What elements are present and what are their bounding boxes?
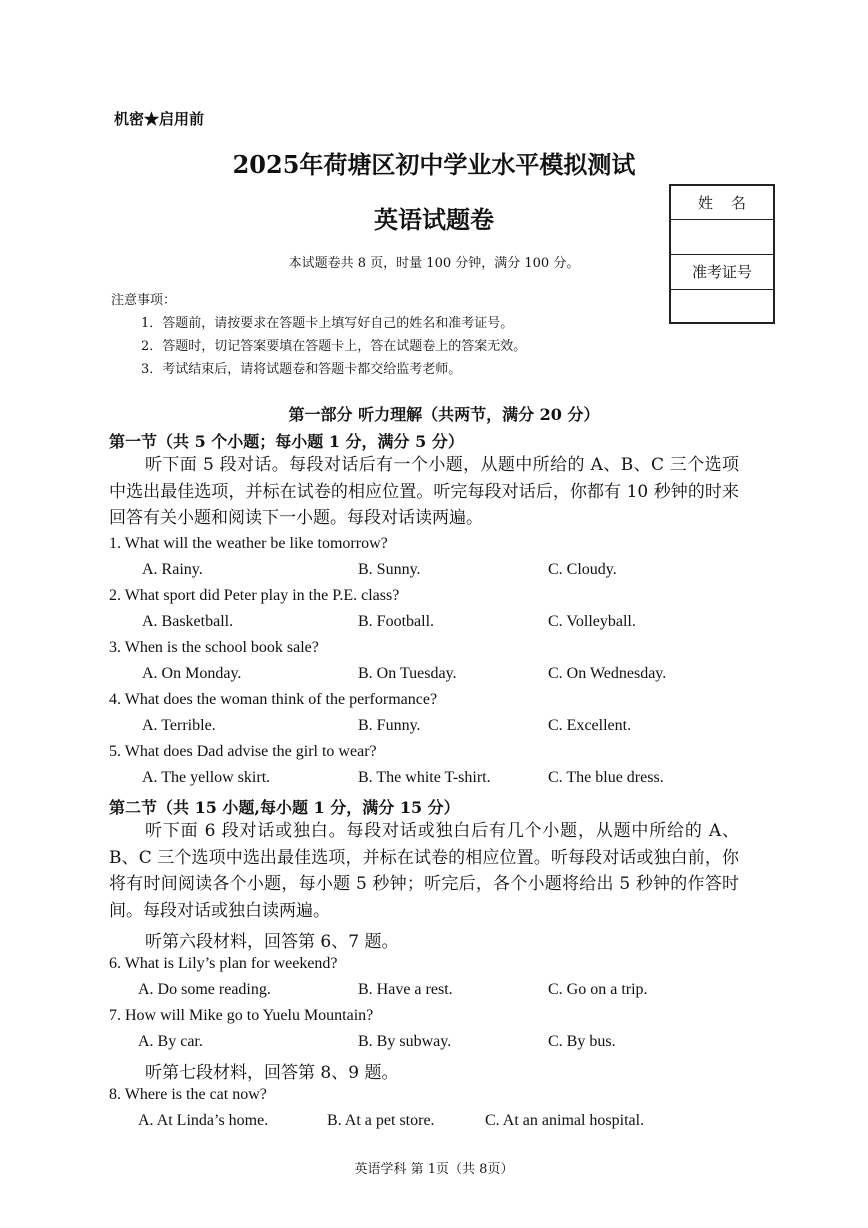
option-b: B. Funny.: [358, 717, 421, 734]
option-c: C. The blue dress.: [548, 769, 664, 786]
confidential-label: 机密★启用前: [114, 110, 205, 128]
option-a: A. The yellow skirt.: [142, 769, 271, 786]
section2-heading: 第二节（共 15 小题,每小题 1 分，满分 15 分）: [109, 798, 460, 817]
option-b: B. Have a rest.: [358, 981, 453, 998]
exam-subtitle: 英语试题卷: [374, 205, 494, 234]
option-b: B. The white T-shirt.: [358, 769, 491, 786]
option-b: B. Football.: [358, 613, 435, 630]
option-c: C. At an animal hospital.: [485, 1112, 645, 1129]
exam-id-field[interactable]: [671, 290, 773, 324]
option-c: C. By bus.: [548, 1033, 616, 1050]
option-a: A. Do some reading.: [138, 981, 271, 998]
option-a: A. By car.: [138, 1033, 203, 1050]
exam-id-label: 准考证号: [671, 255, 773, 290]
note-item: 1．答题前，请按要求在答题卡上填写好自己的姓名和准考证号。: [141, 316, 514, 331]
option-c: C. Excellent.: [548, 717, 632, 734]
option-c: C. Cloudy.: [548, 561, 617, 578]
question-2: 2. What sport did Peter play in the P.E. class?: [109, 587, 400, 604]
option-a: A. Terrible.: [142, 717, 216, 734]
section1-heading: 第一节（共 5 个小题；每小题 1 分，满分 5 分）: [109, 432, 464, 451]
question-6: 6. What is Lily’s plan for weekend?: [109, 955, 338, 972]
question-7: 7. How will Mike go to Yuelu Mountain?: [109, 1007, 374, 1024]
name-label: 姓名: [671, 186, 773, 220]
option-a: A. Basketball.: [142, 613, 234, 630]
option-b: B. By subway.: [358, 1033, 452, 1050]
student-id-box: [669, 184, 775, 324]
option-a: A. On Monday.: [142, 665, 242, 682]
option-b: B. Sunny.: [358, 561, 421, 578]
question-4: 4. What does the woman think of the performance?: [109, 691, 438, 708]
option-b: B. On Tuesday.: [358, 665, 457, 682]
exam-title: 2025年荷塘区初中学业水平模拟测试: [232, 150, 636, 179]
option-c: C. Volleyball.: [548, 613, 636, 630]
section2-instructions: 听下面 6 段对话或独白。每段对话或独白后有几个小题，从题中所给的 A、B、C 三个选项中选出最佳选项，并标在试卷的相应位置。听每段对话或独白前，你将有时间阅读各个小题，每小题 5 秒钟；听完后，各个小题将给出 5 秒钟的作答时间。每段对话或独白读两遍。: [109, 821, 739, 921]
question-3: 3. When is the school book sale?: [109, 639, 319, 656]
question-8: 8. Where is the cat now?: [109, 1086, 267, 1103]
material-7-note: 听第七段材料，回答第 8、9 题。: [145, 1063, 399, 1083]
question-5: 5. What does Dad advise the girl to wear?: [109, 743, 377, 760]
option-c: C. Go on a trip.: [548, 981, 648, 998]
notes-heading: 注意事项：: [111, 293, 177, 308]
option-c: C. On Wednesday.: [548, 665, 667, 682]
material-6-note: 听第六段材料，回答第 6、7 题。: [145, 932, 399, 952]
note-item: 3．考试结束后，请将试题卷和答题卡都交给监考老师。: [141, 362, 462, 377]
page-footer: 英语学科 第 1页（共 8页）: [354, 1162, 514, 1177]
part1-heading: 第一部分 听力理解（共两节，满分 20 分）: [288, 405, 600, 424]
exam-info: 本试题卷共 8 页，时量 100 分钟，满分 100 分。: [288, 256, 580, 271]
option-a: A. At Linda’s home.: [138, 1112, 269, 1129]
note-item: 2．答题时，切记答案要填在答题卡上，答在试题卷上的答案无效。: [141, 339, 527, 354]
option-a: A. Rainy.: [142, 561, 203, 578]
name-field[interactable]: [671, 220, 773, 255]
option-b: B. At a pet store.: [327, 1112, 435, 1129]
question-1: 1. What will the weather be like tomorrow?: [109, 535, 388, 552]
section1-instructions: 听下面 5 段对话。每段对话后有一个小题，从题中所给的 A、B、C 三个选项中选出最佳选项，并标在试卷的相应位置。听完每段对话后，你都有 10 秒钟的时来回答有关小题和阅读下一小题。每段对话读两遍。: [109, 455, 739, 528]
